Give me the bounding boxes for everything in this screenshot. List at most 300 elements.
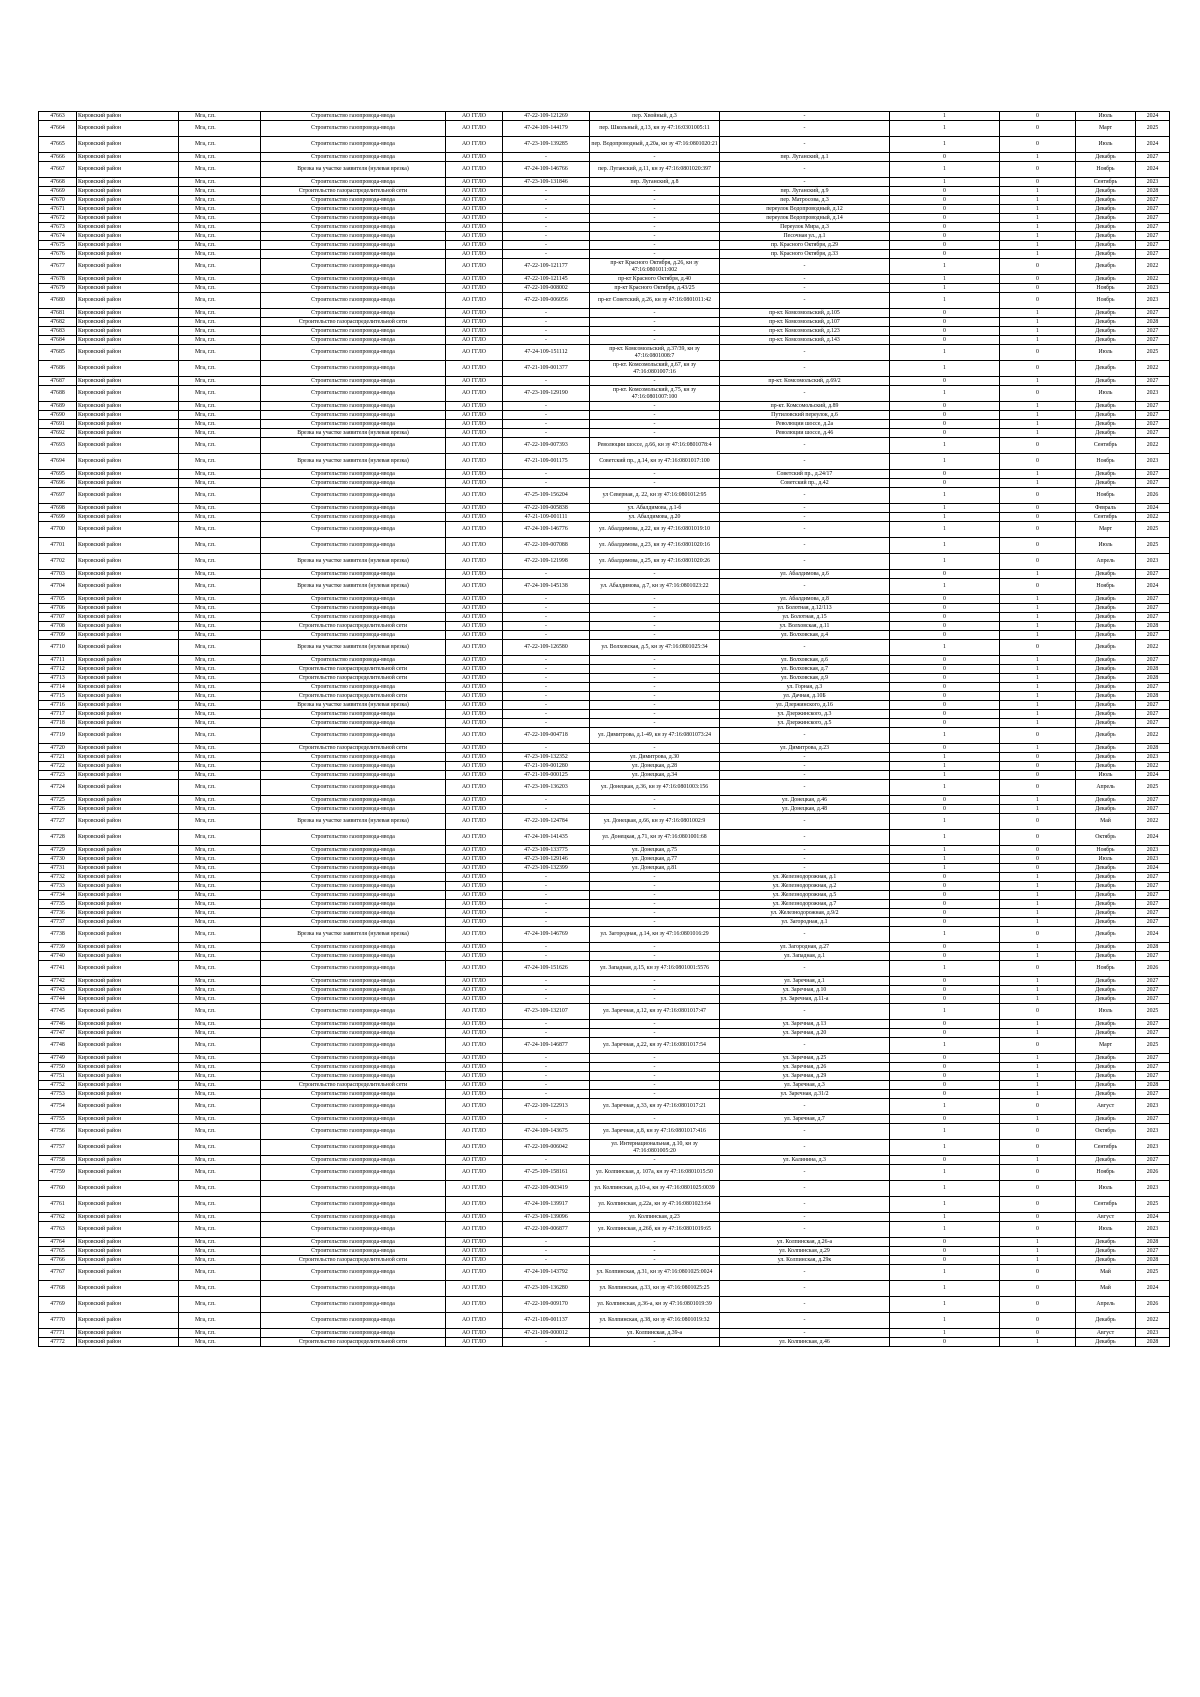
cell-address: ул. Дзержинского, д.16 (720, 701, 890, 710)
cell-year: 2028 (1136, 1081, 1170, 1090)
cell-district: Кировский район (77, 1222, 179, 1238)
cell-flag-a: 1 (890, 771, 1000, 780)
cell-district: Кировский район (77, 986, 179, 995)
cell-flag-a: 0 (890, 232, 1000, 241)
cell-address-cadastral: ул. Абалдимова, д.25, кн зу 47:16:0801020:26 (590, 554, 720, 570)
cell-address: ул. Дачная, д.10Б (720, 692, 890, 701)
table-row (39, 241, 1170, 250)
cell-month: Декабрь (1076, 309, 1136, 318)
cell-organization: АО ГГЛО (446, 701, 503, 710)
cell-locality: Мгa, г.п. (179, 1222, 261, 1238)
cell-month: Декабрь (1076, 411, 1136, 420)
cell-permit-number: - (503, 420, 590, 429)
table-row (39, 719, 1170, 728)
cell-flag-b: 1 (1000, 336, 1076, 345)
cell-year: 2027 (1136, 613, 1170, 622)
cell-permit-number: - (503, 613, 590, 622)
cell-address: пер. Луганский, д.9 (720, 187, 890, 196)
cell-flag-a: 0 (890, 701, 1000, 710)
cell-address: пр-кт. Комсомольский, д.89 (720, 402, 890, 411)
cell-id: 47733 (39, 882, 77, 891)
cell-permit-number: - (503, 402, 590, 411)
cell-month: Ноябрь (1076, 293, 1136, 309)
cell-id: 47771 (39, 1329, 77, 1338)
cell-permit-number: - (503, 744, 590, 753)
table-row (39, 429, 1170, 438)
register-table-wrapper (38, 111, 1169, 1347)
cell-month: Сентябрь (1076, 513, 1136, 522)
table-row (39, 1115, 1170, 1124)
cell-flag-a: 0 (890, 420, 1000, 429)
cell-flag-a: 0 (890, 622, 1000, 631)
cell-locality: Мгa, г.п. (179, 345, 261, 361)
table-row (39, 513, 1170, 522)
cell-district: Кировский район (77, 241, 179, 250)
cell-address-cadastral: ул. Колпинская, д.22а, кн зу 47:16:0801023:64 (590, 1197, 720, 1213)
cell-work-type: Строительство газопровода-ввода (261, 504, 446, 513)
cell-work-type: Строительство газопровода-ввода (261, 1063, 446, 1072)
cell-locality: Мгa, г.п. (179, 622, 261, 631)
cell-permit-number: - (503, 1063, 590, 1072)
cell-year: 2023 (1136, 293, 1170, 309)
cell-address: ул. Волховская, д.4 (720, 631, 890, 640)
cell-month: Июль (1076, 112, 1136, 121)
cell-year: 2022 (1136, 728, 1170, 744)
table-row (39, 595, 1170, 604)
cell-permit-number: 47-24-109-141435 (503, 830, 590, 846)
cell-year: 2026 (1136, 1165, 1170, 1181)
cell-year: 2027 (1136, 918, 1170, 927)
cell-permit-number: - (503, 674, 590, 683)
cell-id: 47708 (39, 622, 77, 631)
table-row (39, 977, 1170, 986)
cell-work-type: Строительство газораспределительной сети (261, 318, 446, 327)
cell-flag-a: 1 (890, 1329, 1000, 1338)
table-row (39, 1020, 1170, 1029)
cell-district: Кировский район (77, 1265, 179, 1281)
cell-organization: АО ГГЛО (446, 805, 503, 814)
cell-organization: АО ГГЛО (446, 187, 503, 196)
cell-id: 47721 (39, 753, 77, 762)
cell-district: Кировский район (77, 309, 179, 318)
cell-month: Декабрь (1076, 570, 1136, 579)
cell-work-type: Строительство газопровода-ввода (261, 488, 446, 504)
cell-work-type: Строительство газопровода-ввода (261, 411, 446, 420)
cell-permit-number: 47-22-109-007088 (503, 538, 590, 554)
cell-month: Декабрь (1076, 952, 1136, 961)
cell-id: 47669 (39, 187, 77, 196)
cell-locality: Мгa, г.п. (179, 771, 261, 780)
cell-district: Кировский район (77, 336, 179, 345)
cell-address-cadastral: ул Северная, д. 22, кн зу 47:16:0801012:95 (590, 488, 720, 504)
cell-district: Кировский район (77, 900, 179, 909)
cell-organization: АО ГГЛО (446, 162, 503, 178)
cell-permit-number: - (503, 1338, 590, 1347)
cell-district: Кировский район (77, 674, 179, 683)
cell-address-cadastral: ул. Абалдимова, д.1-б (590, 504, 720, 513)
cell-work-type: Строительство газопровода-ввода (261, 137, 446, 153)
cell-locality: Мгa, г.п. (179, 864, 261, 873)
table-body (39, 112, 1170, 1347)
cell-district: Кировский район (77, 411, 179, 420)
cell-address: Революции шоссе, д.2а (720, 420, 890, 429)
table-row (39, 744, 1170, 753)
table-row (39, 275, 1170, 284)
cell-district: Кировский район (77, 162, 179, 178)
cell-permit-number: 47-23-109-133775 (503, 846, 590, 855)
cell-year: 2024 (1136, 864, 1170, 873)
cell-flag-b: 1 (1000, 909, 1076, 918)
cell-id: 47709 (39, 631, 77, 640)
cell-work-type: Строительство газопровода-ввода (261, 656, 446, 665)
table-row (39, 1099, 1170, 1115)
cell-organization: АО ГГЛО (446, 223, 503, 232)
cell-organization: АО ГГЛО (446, 1054, 503, 1063)
cell-year: 2027 (1136, 631, 1170, 640)
cell-id: 47677 (39, 259, 77, 275)
cell-address: ул. Димитрова, д.23 (720, 744, 890, 753)
cell-permit-number: 47-23-109-129146 (503, 855, 590, 864)
cell-address-cadastral: ул. Колпинская, д.31, кн зу 47:16:0801025:0024 (590, 1265, 720, 1281)
cell-district: Кировский район (77, 701, 179, 710)
cell-locality: Мгa, г.п. (179, 570, 261, 579)
cell-flag-b: 1 (1000, 995, 1076, 1004)
cell-work-type: Строительство газопровода-ввода (261, 796, 446, 805)
cell-address-cadastral: - (590, 196, 720, 205)
cell-permit-number: - (503, 701, 590, 710)
cell-permit-number: - (503, 214, 590, 223)
cell-address-cadastral: ул. Заречная, д.12, кн зу 47:16:0801017:47 (590, 1004, 720, 1020)
cell-month: Декабрь (1076, 1090, 1136, 1099)
cell-address-cadastral: - (590, 420, 720, 429)
cell-flag-a: 1 (890, 753, 1000, 762)
cell-flag-a: 1 (890, 1222, 1000, 1238)
cell-id: 47726 (39, 805, 77, 814)
cell-work-type: Врезка на участке заявителя (нулевая врезка) (261, 640, 446, 656)
cell-year: 2022 (1136, 640, 1170, 656)
cell-flag-a: 0 (890, 1238, 1000, 1247)
cell-flag-a: 1 (890, 259, 1000, 275)
cell-flag-b: 0 (1000, 1197, 1076, 1213)
cell-address: ул. Колпинская, д.26-а (720, 1238, 890, 1247)
cell-month: Декабрь (1076, 864, 1136, 873)
table-row (39, 665, 1170, 674)
cell-address: - (720, 554, 890, 570)
cell-address-cadastral: - (590, 429, 720, 438)
table-row (39, 1338, 1170, 1347)
cell-district: Кировский район (77, 361, 179, 377)
cell-flag-a: 1 (890, 386, 1000, 402)
cell-work-type: Строительство газопровода-ввода (261, 121, 446, 137)
cell-organization: АО ГГЛО (446, 1297, 503, 1313)
cell-permit-number: - (503, 205, 590, 214)
cell-id: 47690 (39, 411, 77, 420)
cell-id: 47740 (39, 952, 77, 961)
cell-district: Кировский район (77, 814, 179, 830)
cell-year: 2027 (1136, 214, 1170, 223)
cell-permit-number: 47-23-109-136280 (503, 1281, 590, 1297)
cell-address: переулок Водопроводный, д.14 (720, 214, 890, 223)
cell-organization: АО ГГЛО (446, 402, 503, 411)
cell-flag-a: 0 (890, 336, 1000, 345)
cell-flag-b: 0 (1000, 830, 1076, 846)
cell-permit-number: 47-22-109-004718 (503, 728, 590, 744)
cell-address: - (720, 488, 890, 504)
cell-year: 2027 (1136, 710, 1170, 719)
cell-organization: АО ГГЛО (446, 1197, 503, 1213)
cell-id: 47698 (39, 504, 77, 513)
cell-flag-b: 1 (1000, 1029, 1076, 1038)
cell-permit-number: - (503, 232, 590, 241)
cell-id: 47667 (39, 162, 77, 178)
cell-address-cadastral: ул. Колпинская, д.23 (590, 1213, 720, 1222)
table-row (39, 1329, 1170, 1338)
cell-flag-b: 1 (1000, 656, 1076, 665)
cell-work-type: Строительство газопровода-ввода (261, 196, 446, 205)
cell-district: Кировский район (77, 1213, 179, 1222)
cell-flag-a: 0 (890, 1115, 1000, 1124)
cell-year: 2027 (1136, 1247, 1170, 1256)
cell-district: Кировский район (77, 513, 179, 522)
table-row (39, 284, 1170, 293)
table-row (39, 250, 1170, 259)
table-row (39, 293, 1170, 309)
cell-flag-b: 1 (1000, 873, 1076, 882)
cell-locality: Мгa, г.п. (179, 361, 261, 377)
cell-organization: АО ГГЛО (446, 1265, 503, 1281)
cell-address-cadastral: - (590, 1115, 720, 1124)
cell-year: 2024 (1136, 137, 1170, 153)
cell-work-type: Строительство газопровода-ввода (261, 1090, 446, 1099)
cell-permit-number: - (503, 604, 590, 613)
cell-flag-b: 0 (1000, 112, 1076, 121)
cell-address-cadastral: - (590, 796, 720, 805)
cell-district: Кировский район (77, 846, 179, 855)
table-row (39, 1181, 1170, 1197)
cell-id: 47680 (39, 293, 77, 309)
cell-work-type: Строительство газопровода-ввода (261, 1265, 446, 1281)
cell-organization: АО ГГЛО (446, 728, 503, 744)
cell-locality: Мгa, г.п. (179, 1313, 261, 1329)
cell-month: Март (1076, 121, 1136, 137)
cell-month: Апрель (1076, 1297, 1136, 1313)
cell-organization: АО ГГЛО (446, 613, 503, 622)
cell-locality: Мгa, г.п. (179, 1213, 261, 1222)
cell-id: 47665 (39, 137, 77, 153)
cell-district: Кировский район (77, 1081, 179, 1090)
cell-organization: АО ГГЛО (446, 554, 503, 570)
cell-permit-number: 47-22-109-008002 (503, 284, 590, 293)
cell-id: 47717 (39, 710, 77, 719)
cell-address: - (720, 830, 890, 846)
cell-address: - (720, 762, 890, 771)
cell-work-type: Строительство газопровода-ввода (261, 595, 446, 604)
table-row (39, 137, 1170, 153)
cell-month: Декабрь (1076, 719, 1136, 728)
cell-address-cadastral: - (590, 153, 720, 162)
cell-work-type: Строительство газопровода-ввода (261, 420, 446, 429)
table-row (39, 656, 1170, 665)
cell-locality: Мгa, г.п. (179, 796, 261, 805)
cell-organization: АО ГГЛО (446, 1338, 503, 1347)
cell-locality: Мгa, г.п. (179, 402, 261, 411)
cell-permit-number: - (503, 796, 590, 805)
cell-month: Декабрь (1076, 1338, 1136, 1347)
cell-month: Декабрь (1076, 918, 1136, 927)
cell-address: ул. Заречная, д.25 (720, 1054, 890, 1063)
cell-work-type: Строительство газопровода-ввода (261, 1124, 446, 1140)
cell-month: Декабрь (1076, 656, 1136, 665)
cell-address-cadastral: - (590, 309, 720, 318)
cell-id: 47758 (39, 1156, 77, 1165)
cell-work-type: Строительство газопровода-ввода (261, 719, 446, 728)
cell-flag-a: 0 (890, 214, 1000, 223)
cell-district: Кировский район (77, 622, 179, 631)
cell-address-cadastral: - (590, 805, 720, 814)
cell-organization: АО ГГЛО (446, 361, 503, 377)
cell-flag-a: 0 (890, 891, 1000, 900)
cell-locality: Мгa, г.п. (179, 470, 261, 479)
cell-district: Кировский район (77, 952, 179, 961)
cell-organization: АО ГГЛО (446, 1115, 503, 1124)
cell-flag-b: 0 (1000, 259, 1076, 275)
cell-id: 47742 (39, 977, 77, 986)
cell-address-cadastral: - (590, 1054, 720, 1063)
cell-district: Кировский район (77, 656, 179, 665)
cell-year: 2027 (1136, 241, 1170, 250)
cell-permit-number: - (503, 411, 590, 420)
cell-address: - (720, 1165, 890, 1181)
cell-locality: Мгa, г.п. (179, 112, 261, 121)
cell-district: Кировский район (77, 429, 179, 438)
table-row (39, 1081, 1170, 1090)
table-row (39, 522, 1170, 538)
cell-flag-a: 0 (890, 1054, 1000, 1063)
cell-flag-b: 1 (1000, 479, 1076, 488)
cell-district: Кировский район (77, 327, 179, 336)
cell-month: Июль (1076, 386, 1136, 402)
cell-permit-number: 47-21-109-001280 (503, 762, 590, 771)
table-row (39, 205, 1170, 214)
table-row (39, 309, 1170, 318)
cell-work-type: Строительство газопровода-ввода (261, 522, 446, 538)
cell-locality: Мгa, г.п. (179, 613, 261, 622)
table-row (39, 121, 1170, 137)
cell-month: Декабрь (1076, 943, 1136, 952)
table-row (39, 259, 1170, 275)
cell-locality: Мгa, г.п. (179, 882, 261, 891)
cell-locality: Мгa, г.п. (179, 121, 261, 137)
table-row (39, 1072, 1170, 1081)
cell-address: - (720, 137, 890, 153)
cell-flag-a: 0 (890, 909, 1000, 918)
cell-flag-a: 1 (890, 137, 1000, 153)
cell-address: - (720, 753, 890, 762)
cell-work-type: Врезка на участке заявителя (нулевая врезка) (261, 579, 446, 595)
cell-work-type: Строительство газопровода-ввода (261, 873, 446, 882)
cell-address-cadastral: ул. Донецкая, д.66, кн зу 47:16:0801002:9 (590, 814, 720, 830)
cell-work-type: Строительство газопровода-ввода (261, 631, 446, 640)
cell-locality: Мгa, г.п. (179, 1124, 261, 1140)
cell-address-cadastral: - (590, 604, 720, 613)
cell-organization: АО ГГЛО (446, 259, 503, 275)
cell-work-type: Строительство газопровода-ввода (261, 570, 446, 579)
cell-id: 47724 (39, 780, 77, 796)
cell-month: Февраль (1076, 504, 1136, 513)
cell-month: Декабрь (1076, 909, 1136, 918)
cell-address: - (720, 1181, 890, 1197)
cell-permit-number: - (503, 1081, 590, 1090)
cell-district: Кировский район (77, 864, 179, 873)
cell-id: 47739 (39, 943, 77, 952)
cell-district: Кировский район (77, 214, 179, 223)
table-row (39, 1029, 1170, 1038)
cell-address: переулок Водопроводный, д.12 (720, 205, 890, 214)
cell-locality: Мгa, г.п. (179, 1165, 261, 1181)
cell-organization: АО ГГЛО (446, 504, 503, 513)
cell-organization: АО ГГЛО (446, 1238, 503, 1247)
cell-permit-number: - (503, 873, 590, 882)
cell-permit-number: 47-22-109-003419 (503, 1181, 590, 1197)
cell-district: Кировский район (77, 121, 179, 137)
cell-year: 2023 (1136, 1140, 1170, 1156)
cell-permit-number: - (503, 918, 590, 927)
cell-id: 47674 (39, 232, 77, 241)
cell-locality: Мгa, г.п. (179, 1090, 261, 1099)
cell-flag-a: 0 (890, 918, 1000, 927)
cell-year: 2028 (1136, 1256, 1170, 1265)
cell-flag-a: 0 (890, 187, 1000, 196)
table-row (39, 604, 1170, 613)
cell-flag-b: 1 (1000, 891, 1076, 900)
table-row (39, 178, 1170, 187)
cell-permit-number: 47-23-109-129190 (503, 386, 590, 402)
cell-flag-a: 0 (890, 1338, 1000, 1347)
cell-address-cadastral: - (590, 1081, 720, 1090)
cell-flag-b: 0 (1000, 513, 1076, 522)
cell-work-type: Строительство газопровода-ввода (261, 1197, 446, 1213)
cell-month: Сентябрь (1076, 438, 1136, 454)
table-row (39, 420, 1170, 429)
cell-address: пр. Красного Октября, д.33 (720, 250, 890, 259)
cell-locality: Мгa, г.п. (179, 1140, 261, 1156)
cell-id: 47687 (39, 377, 77, 386)
cell-permit-number: 47-22-109-121145 (503, 275, 590, 284)
cell-address-cadastral: пр-кт Красного Октября, д.26, кн зу 47:16:0801011:002 (590, 259, 720, 275)
cell-year: 2028 (1136, 318, 1170, 327)
cell-year: 2027 (1136, 153, 1170, 162)
cell-id: 47670 (39, 196, 77, 205)
cell-id: 47772 (39, 1338, 77, 1347)
cell-address-cadastral: - (590, 995, 720, 1004)
cell-month: Декабрь (1076, 1313, 1136, 1329)
cell-month: Ноябрь (1076, 454, 1136, 470)
cell-id: 47765 (39, 1247, 77, 1256)
cell-flag-b: 0 (1000, 762, 1076, 771)
cell-address: Советский пр., д.24/17 (720, 470, 890, 479)
cell-flag-b: 1 (1000, 977, 1076, 986)
cell-address: - (720, 438, 890, 454)
cell-flag-b: 1 (1000, 187, 1076, 196)
cell-address-cadastral: - (590, 402, 720, 411)
table-row (39, 361, 1170, 377)
cell-id: 47702 (39, 554, 77, 570)
cell-district: Кировский район (77, 554, 179, 570)
cell-id: 47719 (39, 728, 77, 744)
cell-month: Декабрь (1076, 187, 1136, 196)
cell-id: 47722 (39, 762, 77, 771)
cell-flag-b: 1 (1000, 429, 1076, 438)
